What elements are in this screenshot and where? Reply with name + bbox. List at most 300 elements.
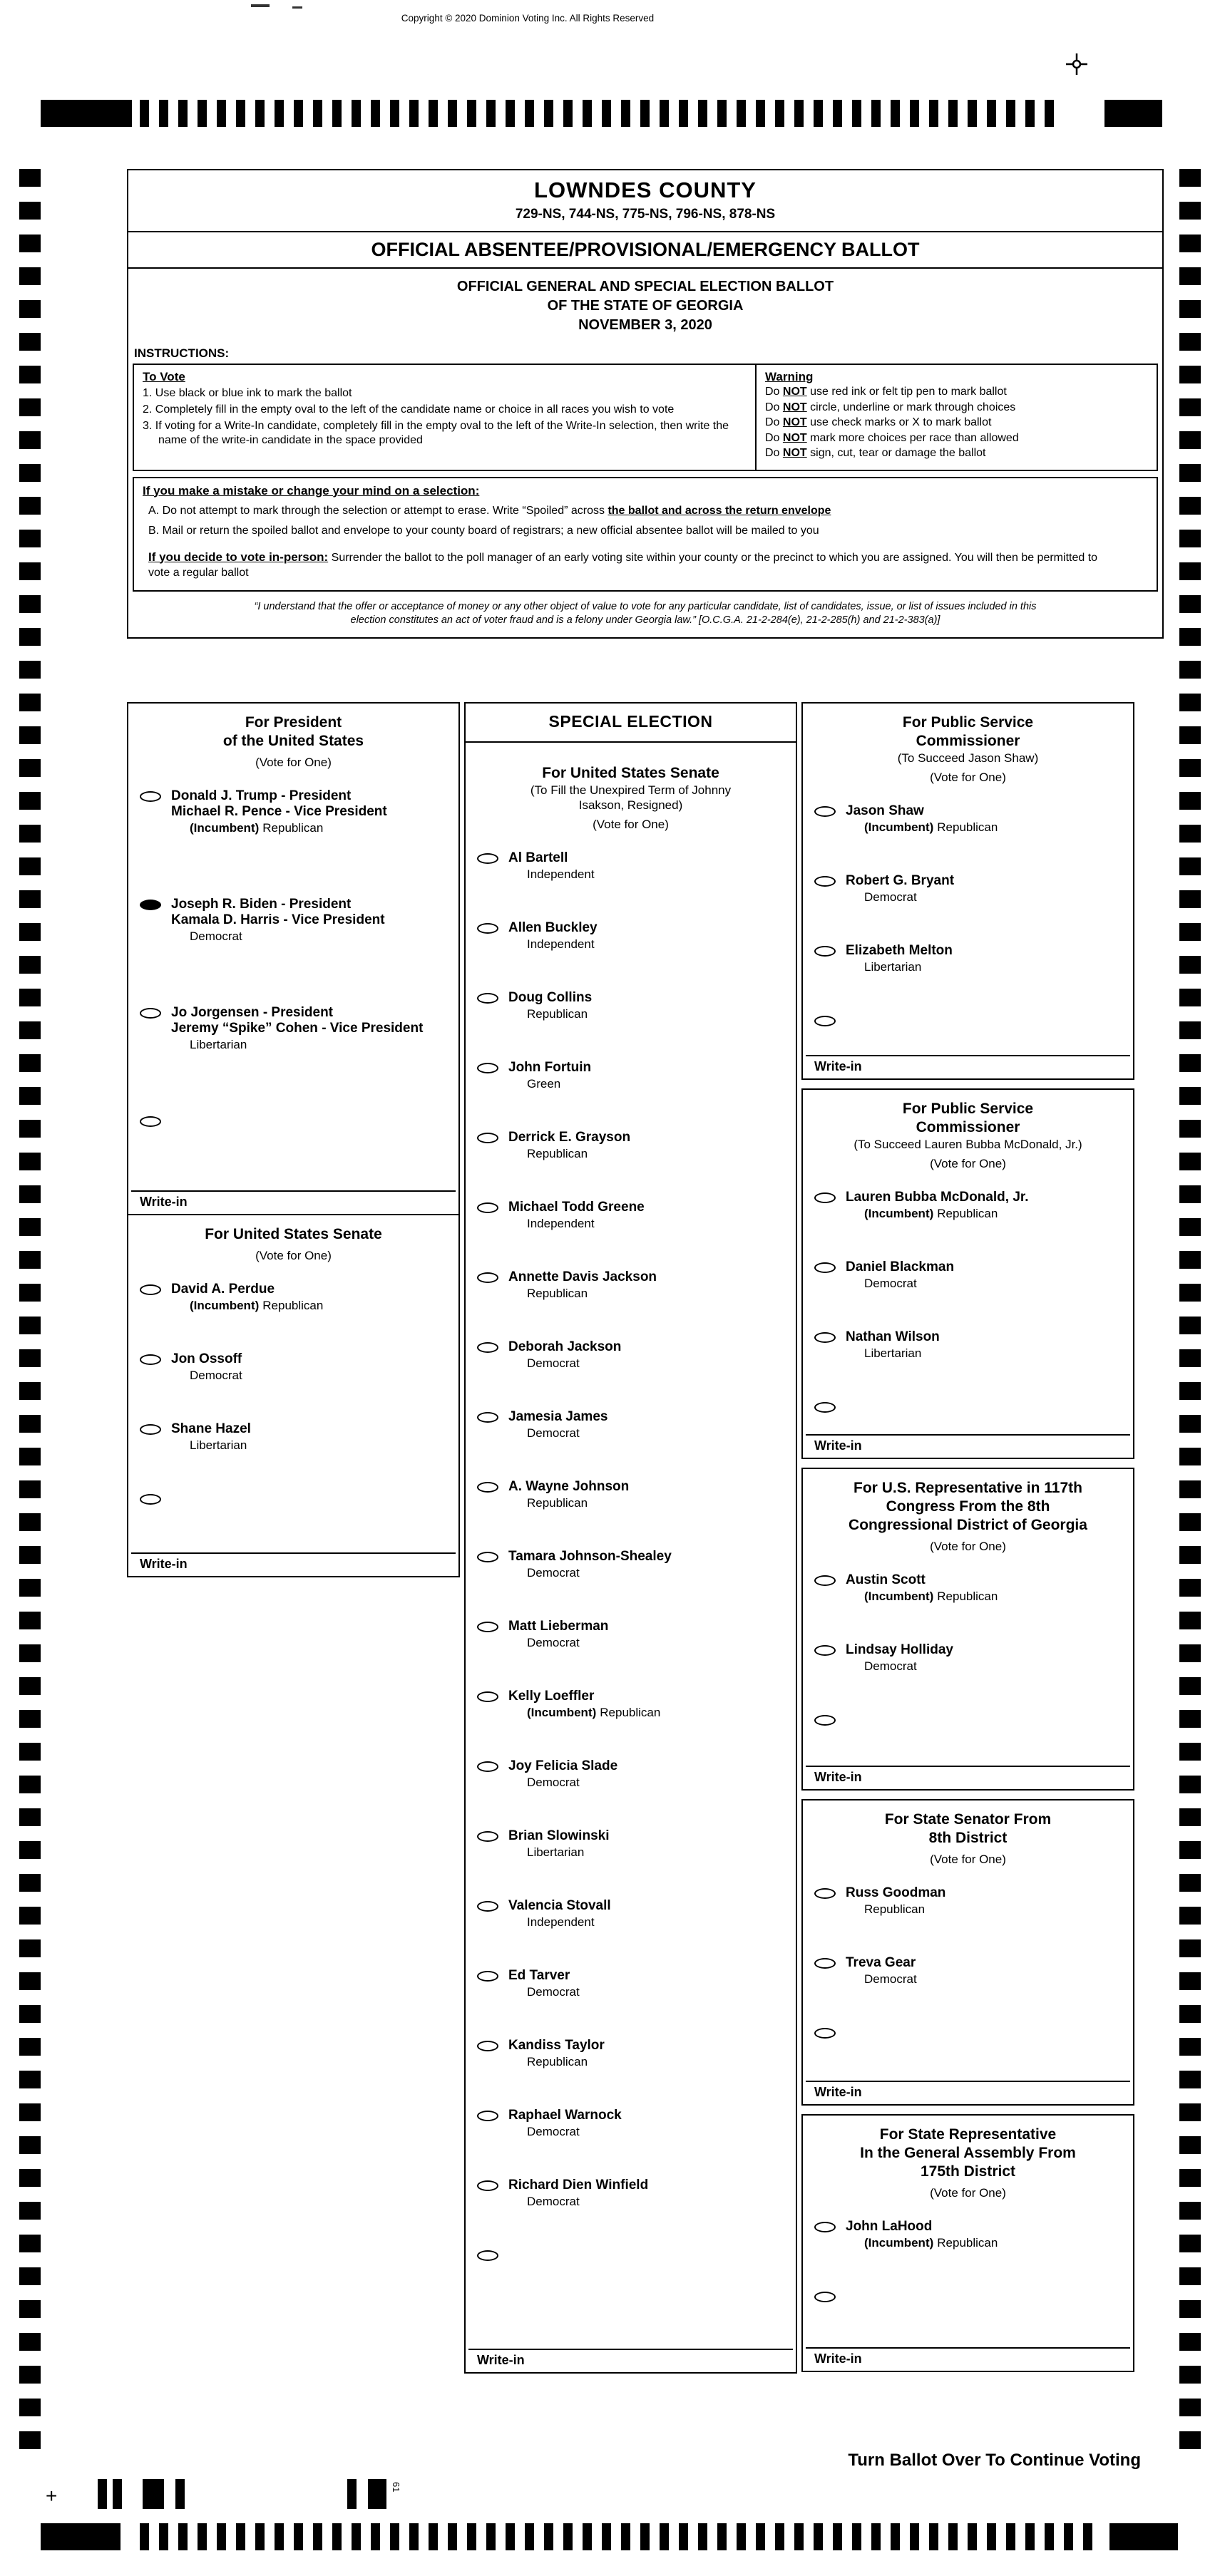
candidate-row xyxy=(466,1269,796,1301)
candidate-name: John Fortuin xyxy=(508,1060,592,1075)
timing-ticks xyxy=(140,100,1060,127)
party-name: Democrat xyxy=(190,1369,242,1382)
candidate-name: Raphael Warnock xyxy=(508,2108,622,2123)
race-header xyxy=(803,704,1133,803)
candidate-name: Russ Goodman xyxy=(846,1885,946,1900)
candidate-row xyxy=(803,943,1133,974)
candidate-row xyxy=(466,1549,796,1580)
warning-item xyxy=(765,431,1148,446)
party-name: Republican xyxy=(527,1007,588,1021)
candidate-party xyxy=(846,960,1127,974)
write-in-section xyxy=(466,2247,796,2372)
candidate-text xyxy=(508,1968,790,1999)
write-in-label: Write-in xyxy=(814,1438,862,1453)
incumbent-label: (Incumbent) xyxy=(527,1706,597,1719)
race-title-line: Commissioner xyxy=(916,733,1020,749)
candidate-selection-oval[interactable] xyxy=(140,900,161,910)
candidate-name: Kandiss Taylor xyxy=(508,2038,605,2053)
candidate-name: Derrick E. Grayson xyxy=(508,1130,631,1145)
ballot-code-bar xyxy=(347,2479,357,2509)
candidate-selection-oval[interactable] xyxy=(814,806,836,817)
candidate-text xyxy=(846,1955,1127,1987)
candidate-selection-oval[interactable] xyxy=(477,1552,498,1562)
party-name: Democrat xyxy=(527,2195,580,2208)
candidate-list xyxy=(803,1885,1133,2025)
candidate-party xyxy=(508,1706,790,1720)
candidate-name: Brian Slowinski xyxy=(508,1828,610,1843)
candidate-selection-oval[interactable] xyxy=(477,1272,498,1283)
write-in-label: Write-in xyxy=(814,2351,862,2366)
county-title: LOWNDES COUNTY xyxy=(534,177,757,202)
instructions-row xyxy=(133,364,1158,471)
write-in-label: Write-in xyxy=(814,1770,862,1784)
race-title xyxy=(803,1479,1133,1535)
party-name: Democrat xyxy=(527,1426,580,1440)
candidate-party xyxy=(508,2125,790,2139)
candidate-selection-oval[interactable] xyxy=(814,1332,836,1343)
candidate-text xyxy=(171,1005,453,1052)
party-name: Democrat xyxy=(527,1566,580,1580)
candidate-party xyxy=(508,1356,790,1371)
registration-crosshair-icon xyxy=(1064,51,1090,77)
candidate-name: Shane Hazel xyxy=(171,1421,251,1436)
write-in-oval[interactable] xyxy=(140,1494,161,1505)
candidate-text xyxy=(508,2178,790,2209)
candidate-row xyxy=(803,1642,1133,1674)
party-name: Independent xyxy=(527,937,595,951)
candidate-row xyxy=(466,920,796,952)
timing-marks-bottom xyxy=(0,2523,1220,2550)
vote-for-instruction: (Vote for One) xyxy=(930,2186,1006,2200)
candidate-selection-oval[interactable] xyxy=(140,1284,161,1295)
candidate-name: Treva Gear xyxy=(846,1955,916,1970)
vote-for-instruction: (Vote for One) xyxy=(930,1157,1006,1170)
candidate-text xyxy=(846,943,1127,974)
incumbent-label: (Incumbent) xyxy=(190,1299,260,1312)
mistake-box xyxy=(133,477,1158,592)
candidate-row xyxy=(466,1479,796,1510)
candidate-name: Jo Jorgensen - President xyxy=(171,1005,334,1020)
candidate-selection-oval[interactable] xyxy=(814,1192,836,1203)
warning-not: NOT xyxy=(782,447,807,459)
party-name: Democrat xyxy=(864,890,917,904)
candidate-row xyxy=(466,2178,796,2209)
candidate-text xyxy=(171,788,453,835)
candidate-selection-oval[interactable] xyxy=(477,923,498,934)
candidate-name: David A. Perdue xyxy=(171,1282,275,1297)
warning-item xyxy=(765,415,1148,431)
write-in-oval[interactable] xyxy=(477,2250,498,2261)
candidate-selection-oval[interactable] xyxy=(477,2041,498,2051)
candidate-row xyxy=(466,1619,796,1650)
candidate-text xyxy=(846,1885,1127,1917)
candidate-row xyxy=(128,1005,458,1052)
candidate-selection-oval[interactable] xyxy=(477,1342,498,1353)
candidate-name: Valencia Stovall xyxy=(508,1898,611,1913)
incumbent-label: (Incumbent) xyxy=(864,820,934,834)
candidate-name: Jason Shaw xyxy=(846,803,924,818)
write-in-section xyxy=(128,1113,458,1214)
timing-block xyxy=(41,2523,121,2550)
warning-text: mark more choices per race than allowed xyxy=(806,431,1019,444)
party-name: Libertarian xyxy=(190,1038,247,1051)
vote-for-instruction: (Vote for One) xyxy=(255,756,332,769)
candidate-selection-oval[interactable] xyxy=(140,1424,161,1435)
candidate-row xyxy=(466,1828,796,1860)
candidate-name: Michael Todd Greene xyxy=(508,1200,645,1215)
candidate-name: John LaHood xyxy=(846,2219,933,2234)
warning-item xyxy=(765,384,1148,400)
candidate-row xyxy=(466,1409,796,1441)
candidate-name: Lauren Bubba McDonald, Jr. xyxy=(846,1190,1029,1205)
candidate-party xyxy=(508,1915,790,1930)
candidate-name: Nathan Wilson xyxy=(846,1329,940,1344)
race-title xyxy=(128,1225,458,1244)
race-header xyxy=(803,1469,1133,1572)
candidate-selection-oval[interactable] xyxy=(477,1202,498,1213)
candidate-row xyxy=(803,2219,1133,2250)
ballot-type-title: OFFICIAL ABSENTEE/PROVISIONAL/EMERGENCY BALLOT xyxy=(371,239,920,260)
warning-text: use red ink or felt tip pen to mark ballot xyxy=(806,386,1007,398)
incumbent-label: (Incumbent) xyxy=(190,821,260,835)
race-header xyxy=(128,1215,458,1282)
write-in-oval-row xyxy=(803,1399,1133,1416)
warning-item xyxy=(765,445,1148,461)
candidate-text xyxy=(508,2108,790,2139)
candidate-list xyxy=(803,803,1133,1013)
write-in-oval-row xyxy=(803,1712,1133,1729)
candidate-selection-oval[interactable] xyxy=(140,791,161,802)
race-title-line: For State Senator From xyxy=(884,1811,1052,1828)
candidate-party xyxy=(171,1299,453,1313)
candidate-name: Robert G. Bryant xyxy=(846,873,955,888)
election-title-line: OFFICIAL GENERAL AND SPECIAL ELECTION BALLOT xyxy=(456,279,834,294)
write-in-oval[interactable] xyxy=(814,1715,836,1726)
candidate-text xyxy=(508,1409,790,1441)
party-name: Democrat xyxy=(864,1659,917,1673)
registration-plus-mark: + xyxy=(46,2485,58,2507)
candidate-text xyxy=(171,897,453,944)
timing-block xyxy=(41,100,132,127)
race-title xyxy=(803,1810,1133,1848)
candidate-row xyxy=(803,873,1133,905)
warning-not: NOT xyxy=(782,416,807,428)
warning-title: Warning xyxy=(765,370,814,383)
candidate-selection-oval[interactable] xyxy=(477,1901,498,1912)
candidate-text xyxy=(508,920,790,952)
candidate-selection-oval[interactable] xyxy=(477,1761,498,1772)
write-in-section xyxy=(803,1399,1133,1458)
candidate-party xyxy=(171,929,453,944)
candidate-row xyxy=(466,1130,796,1161)
mistake-item-a-text: A. Do not attempt to mark through the selection or attempt to erase. Write “Spoiled” across xyxy=(148,504,608,517)
candidate-selection-oval[interactable] xyxy=(814,1888,836,1899)
write-in-label: Write-in xyxy=(814,2085,862,2099)
ballot-column-2 xyxy=(464,702,797,2374)
candidate-selection-oval[interactable] xyxy=(477,993,498,1004)
candidate-row xyxy=(466,2108,796,2139)
candidate-text xyxy=(846,2219,1127,2250)
race-subtitle-line: (To Fill the Unexpired Term of Johnny xyxy=(530,783,732,797)
candidate-selection-oval[interactable] xyxy=(477,1133,498,1143)
candidate-selection-oval[interactable] xyxy=(477,1622,498,1632)
candidate-row xyxy=(466,1898,796,1930)
election-date: NOVEMBER 3, 2020 xyxy=(578,317,712,333)
candidate-party xyxy=(846,1207,1127,1221)
candidate-row xyxy=(466,850,796,882)
ballot-code-bar xyxy=(368,2479,386,2509)
candidate-name: Elizabeth Melton xyxy=(846,943,953,958)
in-person-text: Surrender the ballot to the poll manager of an early voting site within your county or the precinct to which you are assigned. You will then be permitted to vote a regular ballot xyxy=(148,551,1098,579)
party-name: Green xyxy=(527,1077,561,1091)
write-in-oval-row xyxy=(466,2247,796,2265)
party-name: Republican xyxy=(937,1590,998,1603)
write-in-section xyxy=(128,1491,458,1576)
candidate-text xyxy=(508,1689,790,1720)
candidate-text xyxy=(508,1130,790,1161)
race-title-line: For Public Service xyxy=(902,1101,1034,1117)
candidate-selection-oval[interactable] xyxy=(477,1971,498,1982)
candidate-party xyxy=(846,1972,1127,1987)
party-name: Republican xyxy=(262,1299,324,1312)
candidate-selection-oval[interactable] xyxy=(477,1482,498,1493)
candidate-row xyxy=(466,1060,796,1091)
write-in-label: Write-in xyxy=(477,2353,525,2367)
candidate-party xyxy=(508,1287,790,1301)
candidate-text xyxy=(171,1282,453,1313)
candidate-text xyxy=(508,2038,790,2069)
write-in-section xyxy=(803,1013,1133,1078)
vote-for-instruction: (Vote for One) xyxy=(593,818,669,831)
candidate-name: Doug Collins xyxy=(508,990,593,1005)
candidate-selection-oval[interactable] xyxy=(477,1691,498,1702)
candidate-party xyxy=(846,1590,1127,1604)
candidate-name: Al Bartell xyxy=(508,850,568,865)
write-in-oval[interactable] xyxy=(814,2292,836,2302)
candidate-party xyxy=(508,1217,790,1231)
race-header xyxy=(803,1800,1133,1885)
candidate-list xyxy=(128,788,458,1113)
party-name: Republican xyxy=(527,1147,588,1160)
race-subtitle xyxy=(803,751,1133,766)
candidate-selection-oval[interactable] xyxy=(477,1831,498,1842)
party-name: Libertarian xyxy=(864,1346,922,1360)
race-title-line: For United States Senate xyxy=(542,765,719,781)
candidate-selection-oval[interactable] xyxy=(814,876,836,887)
vote-for-instruction: (Vote for One) xyxy=(930,771,1006,784)
candidate-party xyxy=(508,1147,790,1161)
candidate-selection-oval[interactable] xyxy=(814,946,836,957)
candidate-row xyxy=(803,1329,1133,1361)
candidate-party xyxy=(508,1776,790,1790)
candidate-text xyxy=(846,1329,1127,1361)
candidate-party xyxy=(508,1636,790,1650)
candidate-row xyxy=(466,2038,796,2069)
candidate-selection-oval[interactable] xyxy=(814,1958,836,1969)
race-psc-mcdonald xyxy=(801,1088,1134,1459)
candidate-text xyxy=(508,1758,790,1790)
candidate-selection-oval[interactable] xyxy=(814,1262,836,1273)
candidate-name: Kelly Loeffler xyxy=(508,1689,595,1704)
candidate-selection-oval[interactable] xyxy=(140,1008,161,1019)
race-us-senate xyxy=(127,1214,460,1577)
candidate-selection-oval[interactable] xyxy=(814,2222,836,2232)
candidate-row xyxy=(466,1689,796,1720)
race-title-line: 175th District xyxy=(920,2163,1016,2180)
race-title-line: Commissioner xyxy=(916,1119,1020,1135)
mistake-item-b: B. Mail or return the spoiled ballot and envelope to your county board of registrars; a new official absentee ballot will be mailed to you xyxy=(148,524,819,537)
ballot-header xyxy=(127,169,1164,639)
vote-for-instruction: (Vote for One) xyxy=(930,1540,1006,1553)
write-in-oval[interactable] xyxy=(814,2028,836,2039)
to-vote-items xyxy=(143,386,747,448)
to-vote-instruction-item: 3. If voting for a Write-In candidate, completely fill in the empty oval to the left of the Write-In selection, then write the name of the write-in candidate in the space provided xyxy=(143,420,729,446)
candidate-selection-oval[interactable] xyxy=(477,1412,498,1423)
write-in-oval[interactable] xyxy=(814,1402,836,1413)
candidate-text xyxy=(846,1572,1127,1604)
party-name: Democrat xyxy=(527,2125,580,2138)
instructions-label: INSTRUCTIONS: xyxy=(134,346,230,360)
ballot-code-bar xyxy=(175,2479,185,2509)
candidate-text xyxy=(846,1190,1127,1221)
candidate-party xyxy=(171,1038,453,1052)
warning-not: NOT xyxy=(782,401,807,413)
warning-text: sign, cut, tear or damage the ballot xyxy=(806,447,986,459)
party-name: Republican xyxy=(527,1287,588,1300)
ballot-column-1 xyxy=(127,702,460,1577)
party-name: Republican xyxy=(937,820,998,834)
candidate-party xyxy=(508,1566,790,1580)
vote-for-instruction: (Vote for One) xyxy=(255,1249,332,1262)
race-title-line: of the United States xyxy=(222,733,364,749)
timing-block xyxy=(1104,100,1162,127)
candidate-text xyxy=(508,1898,790,1930)
party-name: Democrat xyxy=(864,1277,917,1290)
race-state-senator-8th xyxy=(801,1799,1134,2106)
candidate-text xyxy=(171,1351,453,1383)
candidate-name: Matt Lieberman xyxy=(508,1619,609,1634)
candidate-party xyxy=(846,1346,1127,1361)
candidate-party xyxy=(171,1369,453,1383)
candidate-row xyxy=(466,1758,796,1790)
candidate-selection-oval[interactable] xyxy=(477,1063,498,1073)
timing-block xyxy=(1109,2523,1178,2550)
race-title-line: In the General Assembly From xyxy=(860,2145,1076,2161)
candidate-party xyxy=(846,1902,1127,1917)
scan-artifact-dash xyxy=(251,4,270,7)
candidate-name: Annette Davis Jackson xyxy=(508,1269,657,1284)
timing-ticks xyxy=(140,2523,1099,2550)
party-name: Independent xyxy=(527,867,595,881)
candidate-list xyxy=(128,1282,458,1491)
to-vote-instruction-item: 1. Use black or blue ink to mark the ballot xyxy=(143,387,352,399)
incumbent-label: (Incumbent) xyxy=(864,1590,934,1603)
party-name: Democrat xyxy=(527,1985,580,1999)
warning-item xyxy=(765,400,1148,416)
party-name: Republican xyxy=(937,2236,998,2250)
candidate-row xyxy=(466,1339,796,1371)
candidate-list xyxy=(466,850,796,2247)
candidate-selection-oval[interactable] xyxy=(477,2111,498,2121)
incumbent-label: (Incumbent) xyxy=(864,1207,934,1220)
warning-text: circle, underline or mark through choices xyxy=(806,401,1016,413)
race-us-rep-8th xyxy=(801,1468,1134,1791)
party-name: Democrat xyxy=(527,1636,580,1649)
race-title-line: For President xyxy=(245,714,342,731)
party-name: Republican xyxy=(937,1207,998,1220)
candidate-text xyxy=(508,850,790,882)
candidate-text xyxy=(508,1479,790,1510)
ballot-column-3 xyxy=(801,702,1134,2372)
candidate-row xyxy=(128,788,458,835)
candidate-row xyxy=(466,1200,796,1231)
race-subtitle xyxy=(466,783,796,813)
race-title xyxy=(803,713,1133,751)
race-title-line: Congress From the 8th xyxy=(886,1498,1050,1515)
to-vote-title: To Vote xyxy=(143,370,185,383)
candidate-party xyxy=(846,1277,1127,1291)
candidate-text xyxy=(846,1642,1127,1674)
turn-ballot-over-text: Turn Ballot Over To Continue Voting xyxy=(848,2451,1141,2470)
write-in-oval[interactable] xyxy=(140,1116,161,1127)
to-vote-box xyxy=(133,364,757,471)
candidate-selection-oval[interactable] xyxy=(477,853,498,864)
race-header xyxy=(466,754,796,850)
candidate-selection-oval[interactable] xyxy=(814,1645,836,1656)
race-subtitle xyxy=(803,1137,1133,1152)
candidate-row xyxy=(803,1885,1133,1917)
write-in-section xyxy=(803,1712,1133,1789)
candidate-text xyxy=(508,1828,790,1860)
race-title-line: For Public Service xyxy=(902,714,1034,731)
candidate-selection-oval[interactable] xyxy=(140,1354,161,1365)
write-in-label: Write-in xyxy=(140,1195,188,1209)
candidate-text xyxy=(508,1339,790,1371)
party-name: Democrat xyxy=(864,1972,917,1986)
candidate-list xyxy=(803,2219,1133,2289)
candidate-name: A. Wayne Johnson xyxy=(508,1479,630,1494)
warning-not: NOT xyxy=(782,386,807,398)
candidate-running-mate: Michael R. Pence - Vice President xyxy=(171,804,387,819)
warning-text: Do xyxy=(765,401,783,413)
candidate-party xyxy=(508,1845,790,1860)
write-in-oval[interactable] xyxy=(814,1016,836,1026)
divider xyxy=(128,267,1162,269)
candidate-party xyxy=(846,890,1127,905)
party-name: Republican xyxy=(864,1902,926,1916)
race-title xyxy=(466,764,796,783)
candidate-party xyxy=(846,1659,1127,1674)
race-header xyxy=(803,2116,1133,2219)
fraud-notice: “I understand that the offer or acceptance of money or any other object of value to vote for any particular candidate, list of candidates, issue, or list of issues included in this election constitutes an act of voter fraud and is a felony under Georgia law.” [O.C.G.A. 21-2-284(e), 21-2-285(h) and 21-2-383(a)] xyxy=(254,600,1037,626)
party-name: Libertarian xyxy=(864,960,922,974)
party-name: Republican xyxy=(600,1706,661,1719)
race-title-line: Congressional District of Georgia xyxy=(849,1517,1087,1533)
candidate-row xyxy=(466,990,796,1021)
write-in-label: Write-in xyxy=(814,1059,862,1073)
candidate-party xyxy=(508,1496,790,1510)
candidate-selection-oval[interactable] xyxy=(814,1575,836,1586)
candidate-name: Allen Buckley xyxy=(508,920,598,935)
race-president xyxy=(127,702,460,1215)
race-title-line: For State Representative xyxy=(879,2126,1057,2143)
candidate-text xyxy=(508,1549,790,1580)
candidate-selection-oval[interactable] xyxy=(477,2180,498,2191)
warning-text: use check marks or X to mark ballot xyxy=(806,416,992,428)
candidate-name: Joseph R. Biden - President xyxy=(171,897,352,912)
to-vote-instruction-item: 2. Completely fill in the empty oval to the left of the candidate name or choice in all races you wish to vote xyxy=(143,403,675,416)
race-state-rep-175th xyxy=(801,2114,1134,2372)
